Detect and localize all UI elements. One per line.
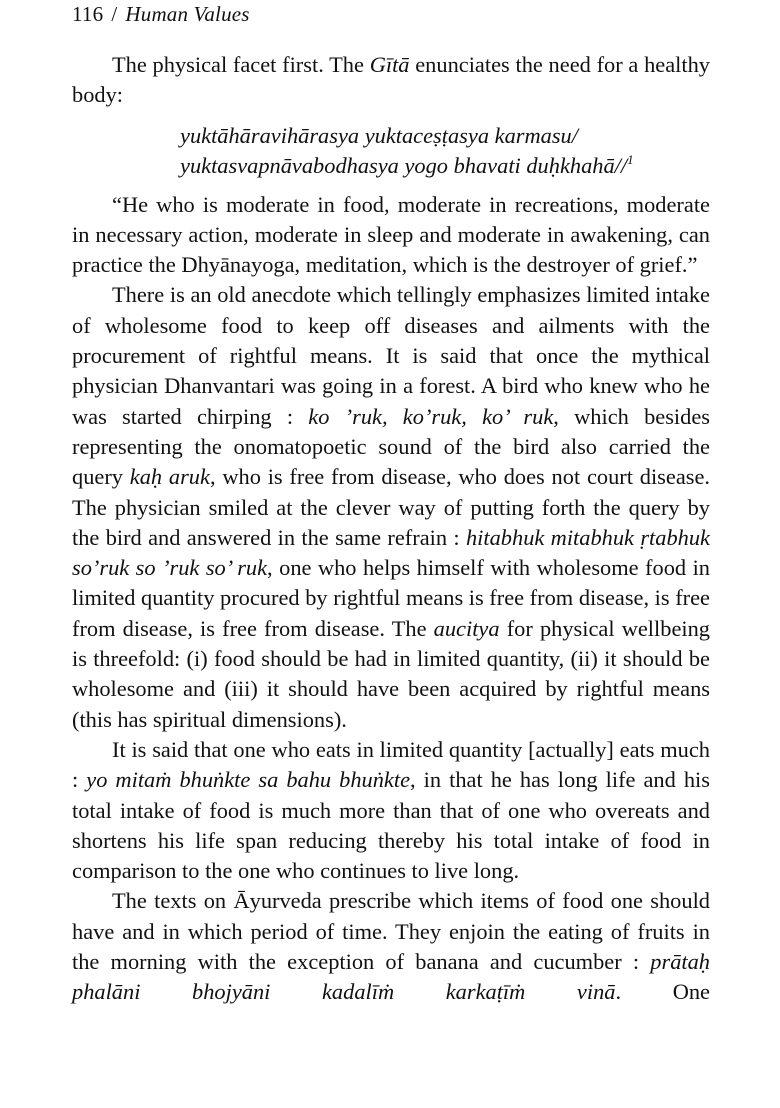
page-number: 116 [72, 2, 104, 26]
paragraph-anecdote: There is an old anecdote which tellingly emphasizes limited intake of wholesome food to keep off diseases and ailments with the procurement of rightful means. It is said that once the mythical physician Dhanvantari was going in a forest. A bird who knew who he was started chirping : ko ’ruk, ko’ruk, ko’ ruk, which besides representing the onomatopoetic sound of the bird also carried the query kaḥ aruk, who is free from disease, who does not court disease. The physician smiled at the clever way of putting forth the query by the bird and answered in the same refrain : hitabhuk mitabhuk ṛtabhuk so’ruk so ’ruk so’ ruk, one who helps himself with wholesome food in limited quantity procured by rightful means is free from disease, is free from disease, is free from disease. The aucitya for physical wellbeing is threefold: (i) food should be had in limited quantity, (ii) it should be wholesome and (iii) it should have been acquired by rightful means (this has spiritual dimensions). [72, 282, 711, 732]
running-header [72, 2, 250, 27]
term-query: kaḥ aruk [129, 464, 210, 490]
paragraph-translation: “He who is moderate in food, moderate in recreations, moderate in necessary action, moderate in sleep and moderate in awakening, can practice the Dhyānayoga, meditation, which is the destroyer of grief.” [72, 191, 710, 278]
term-saying: yo mitaṁ bhuṅkte sa bahu bhuṅkte [86, 767, 411, 793]
paragraph-limited-eating: It is said that one who eats in limited quantity [actually] eats much : yo mitaṁ bhuṅkte sa bahu bhuṅkte, in that he has long life and his total intake of food is much more than that of one who overeats and shortens his life span reducing thereby his total intake of food in comparison to the one who continues to live long. [72, 736, 710, 884]
header-separator: / [111, 2, 118, 26]
paragraph-ayurveda: The texts on Āyurveda prescribe which items of food one should have and in which period of time. They enjoin the eating of fruits in the morning with the exception of banana and cucumber : prātaḥ phalāni bhojyāni kadalīṁ karkaṭīṁ vinā. One [72, 888, 710, 1005]
term-refrain: hitabhuk mitabhuk ṛtabhuk so’ruk so ’ruk so’ ruk [72, 524, 710, 581]
footnote-marker: 1 [627, 151, 634, 167]
book-title: Human Values [125, 2, 250, 26]
term-aucitya: aucitya [433, 615, 500, 641]
verse-line-2: yuktasvapnāvabodhasya yogo bhavati duḥkhahā//$^1$ [180, 151, 634, 178]
body-text [72, 50, 710, 1008]
verse-line-1: yuktāhāravihārasya yuktaceṣṭasya karmasu/ [180, 122, 578, 148]
paragraph-intro: The physical facet first. The Gītā enunciates the need for a healthy body: [72, 52, 710, 108]
term-rule: prātaḥ phalāni bhojyāni kadalīṁ karkaṭīṁ vinā [72, 949, 710, 1005]
term-chirp: ko ’ruk, ko’ruk, ko’ ruk [308, 403, 554, 429]
term-gita: Gītā [369, 52, 410, 77]
sanskrit-verse [180, 121, 710, 181]
